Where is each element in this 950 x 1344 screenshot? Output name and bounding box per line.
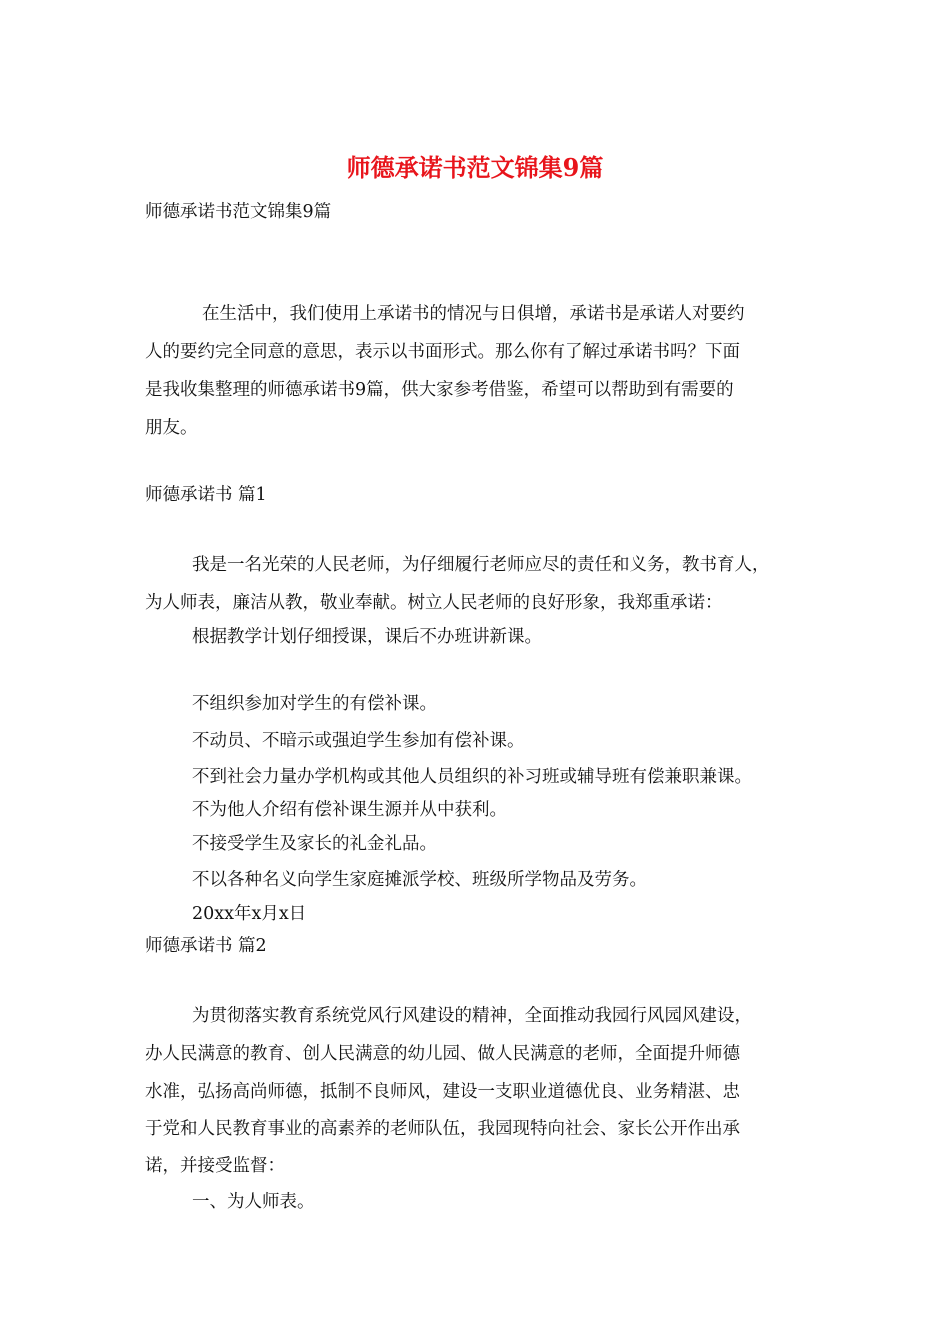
section1-para-line-2: 为人师表，廉洁从教，敬业奉献。树立人民老师的良好形象，我郑重承诺：	[145, 593, 723, 613]
intro-line-1: 在生活中，我们使用上承诺书的情况与日俱增，承诺书是承诺人对要约	[202, 304, 745, 324]
section2-para-line-1: 为贯彻落实教育系统党风行风建设的精神，全面推动我园行风园风建设，	[192, 1006, 752, 1026]
section1-item: 根据教学计划仔细授课，课后不办班讲新课。	[192, 627, 542, 647]
section2-item-1: 一、为人师表。	[192, 1192, 315, 1212]
section1-item: 不以各种名义向学生家庭摊派学校、班级所学物品及劳务。	[192, 870, 647, 890]
section1-item: 不动员、不暗示或强迫学生参加有偿补课。	[192, 731, 525, 751]
intro-line-4: 朋友。	[145, 418, 198, 438]
section1-heading: 师德承诺书 篇1	[145, 485, 267, 505]
section2-para-line-3: 水准，弘扬高尚师德，抵制不良师风，建设一支职业道德优良、业务精湛、忠	[145, 1082, 740, 1102]
section1-item: 不为他人介绍有偿补课生源并从中获利。	[192, 800, 507, 820]
section1-para-line-1: 我是一名光荣的人民老师，为仔细履行老师应尽的责任和义务，教书育人，	[192, 555, 770, 575]
section1-item: 不到社会力量办学机构或其他人员组织的补习班或辅导班有偿兼职兼课。	[192, 767, 752, 787]
section1-item: 不组织参加对学生的有偿补课。	[192, 694, 437, 714]
section1-item: 不接受学生及家长的礼金礼品。	[192, 834, 437, 854]
section2-para-line-4: 于党和人民教育事业的高素养的老师队伍，我园现特向社会、家长公开作出承	[145, 1119, 740, 1139]
intro-line-2: 人的要约完全同意的意思，表示以书面形式。那么你有了解过承诺书吗？下面	[145, 342, 740, 362]
intro-line-3: 是我收集整理的师德承诺书9篇，供大家参考借鉴，希望可以帮助到有需要的	[145, 380, 734, 400]
section1-date: 20xx年x月x日	[192, 904, 307, 924]
document-subtitle: 师德承诺书范文锦集9篇	[145, 202, 332, 222]
section2-para-line-2: 办人民满意的教育、创人民满意的幼儿园、做人民满意的老师，全面提升师德	[145, 1044, 740, 1064]
section2-heading: 师德承诺书 篇2	[145, 936, 267, 956]
document-title: 师德承诺书范文锦集9篇	[346, 153, 604, 182]
section2-para-line-5: 诺，并接受监督：	[145, 1156, 285, 1176]
